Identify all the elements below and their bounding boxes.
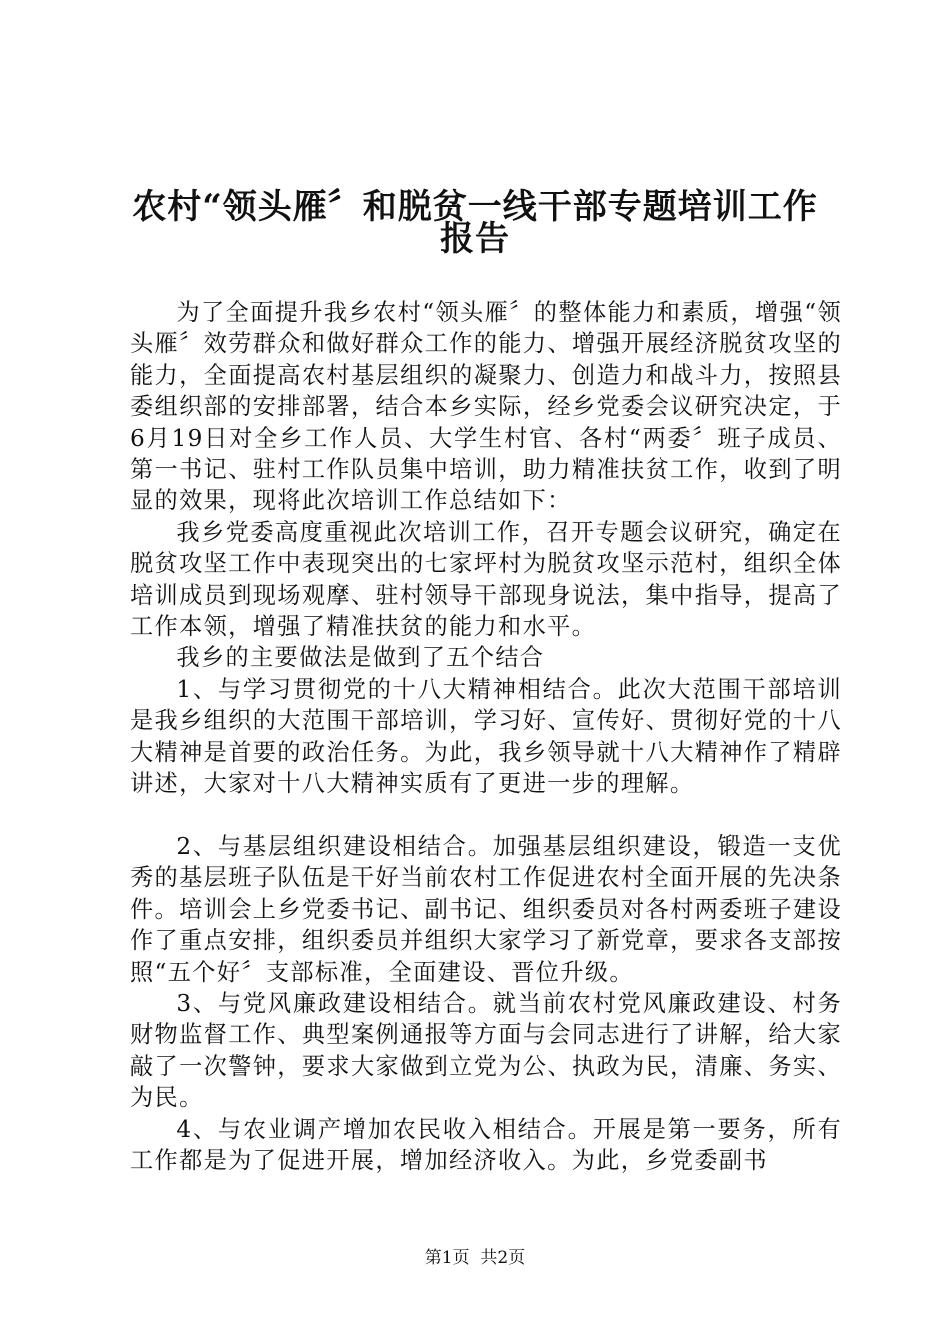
document-title-line-1: 农村“领头雁〞和脱贫一线干部专题培训工作 <box>132 187 818 227</box>
page-number-footer: 第1页 共2页 <box>424 1248 526 1268</box>
paragraph-point-3: 3、与党风廉政建设相结合。就当前农村党风廉政建设、村务财物监督工作、典型案例通报等方面与会同志进行了讲解，给大家敲了一次警钟，要求大家做到立党为公、执政为民，清廉、务实、为民。 <box>130 989 842 1112</box>
paragraph-point-2: 2、与基层组织建设相结合。加强基层组织建设，锻造一支优秀的基层班子队伍是干好当前农村工作促进农村全面开展的先决条件。培训会上乡党委书记、副书记、组织委员对各村两委班子建设作了重点安排，组织委员并组织大家学习了新党章，要求各支部按照“五个好〞支部标准，全面建设、晋位升级。 <box>130 832 842 986</box>
paragraph-point-1: 1、与学习贯彻党的十八大精神相结合。此次大范围干部培训是我乡组织的大范围干部培训，学习好、宣传好、贯彻好党的十八大精神是首要的政治任务。为此，我乡领导就十八大精神作了精辟讲述，大家对十八大精神实质有了更进一步的理解。 <box>130 675 842 798</box>
document-body <box>130 297 842 1176</box>
paragraph-main-practices: 我乡的主要做法是做到了五个结合 <box>176 644 545 672</box>
paragraph-intro: 为了全面提升我乡农村“领头雁〞的整体能力和素质，增强“领头雁〞效劳群众和做好群众工作的能力、增强开展经济脱贫攻坚的能力，全面提高农村基层组织的凝聚力、创造力和战斗力，按照县委组织部的安排部署，结合本乡实际，经乡党委会议研究决定，于6月19日对全乡工作人员、大学生村官、各村“两委〞班子成员、第一书记、驻村工作队员集中培训，助力精准扶贫工作，收到了明显的效果，现将此次培训工作总结如下： <box>130 299 842 515</box>
paragraph-overview: 我乡党委高度重视此次培训工作，召开专题会议研究，确定在脱贫攻坚工作中表现突出的七家坪村为脱贫攻坚示范村，组织全体培训成员到现场观摩、驻村领导干部现身说法，集中指导，提高了工作本领，增强了精准扶贫的能力和水平。 <box>130 518 842 641</box>
paragraph-point-4: 4、与农业调产增加农民收入相结合。开展是第一要务，所有工作都是为了促进开展，增加经济收入。为此，乡党委副书 <box>130 1115 842 1174</box>
document-title-line-2: 报告 <box>440 219 510 259</box>
